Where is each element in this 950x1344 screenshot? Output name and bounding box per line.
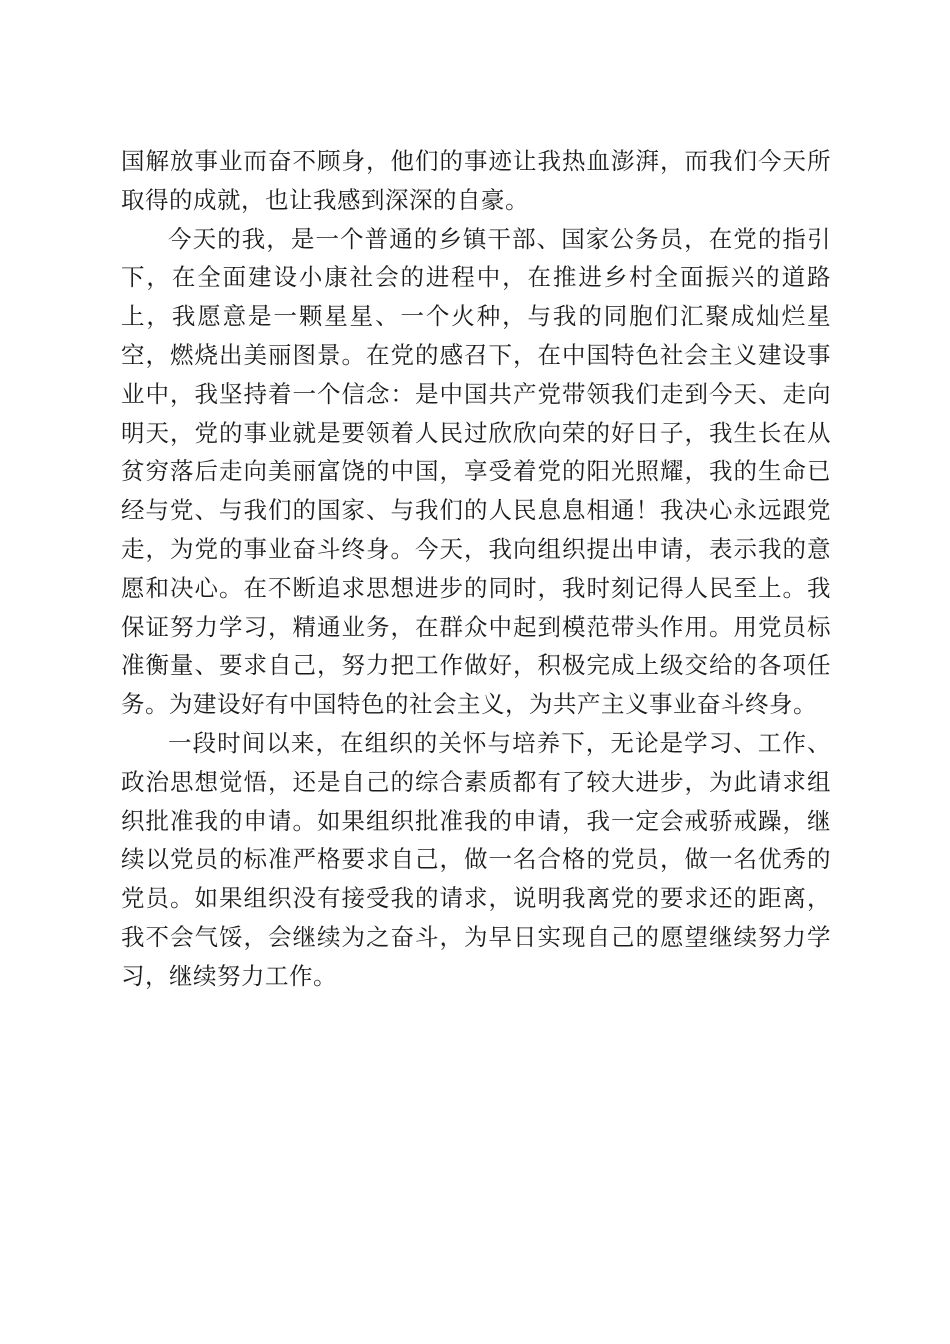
paragraph-1: 国解放事业而奋不顾身，他们的事迹让我热血澎湃，而我们今天所取得的成就，也让我感到深深的自豪。 xyxy=(121,147,831,214)
paragraph-2: 今天的我，是一个普通的乡镇干部、国家公务员，在党的指引下，在全面建设小康社会的进程中，在推进乡村全面振兴的道路上，我愿意是一颗星星、一个火种，与我的同胞们汇聚成灿烂星空，燃烧出美丽图景。在党的感召下，在中国特色社会主义建设事业中，我坚持着一个信念：是中国共产党带领我们走到今天、走向明天，党的事业就是要领着人民过欣欣向荣的好日子，我生长在从贫穷落后走向美丽富饶的中国，享受着党的阳光照耀，我的生命已经与党、与我们的国家、与我们的人民息息相通！我决心永远跟党走，为党的事业奋斗终身。今天，我向组织提出申请，表示我的意愿和决心。在不断追求思想进步的同时，我时刻记得人民至上。我保证努力学习，精通业务，在群众中起到模范带头作用。用党员标准衡量、要求自己，努力把工作做好，积极完成上级交给的各项任务。为建设好有中国特色的社会主义，为共产主义事业奋斗终身。 xyxy=(121,224,831,719)
paragraph-3: 一段时间以来，在组织的关怀与培养下，无论是学习、工作、政治思想觉悟，还是自己的综合素质都有了较大进步，为此请求组织批准我的申请。如果组织批准我的申请，我一定会戒骄戒躁，继续以党员的标准严格要求自己，做一名合格的党员，做一名优秀的党员。如果组织没有接受我的请求，说明我离党的要求还的距离，我不会气馁，会继续为之奋斗，为早日实现自己的愿望继续努力学习，继续努力工作。 xyxy=(121,728,831,990)
document-body xyxy=(121,142,831,996)
